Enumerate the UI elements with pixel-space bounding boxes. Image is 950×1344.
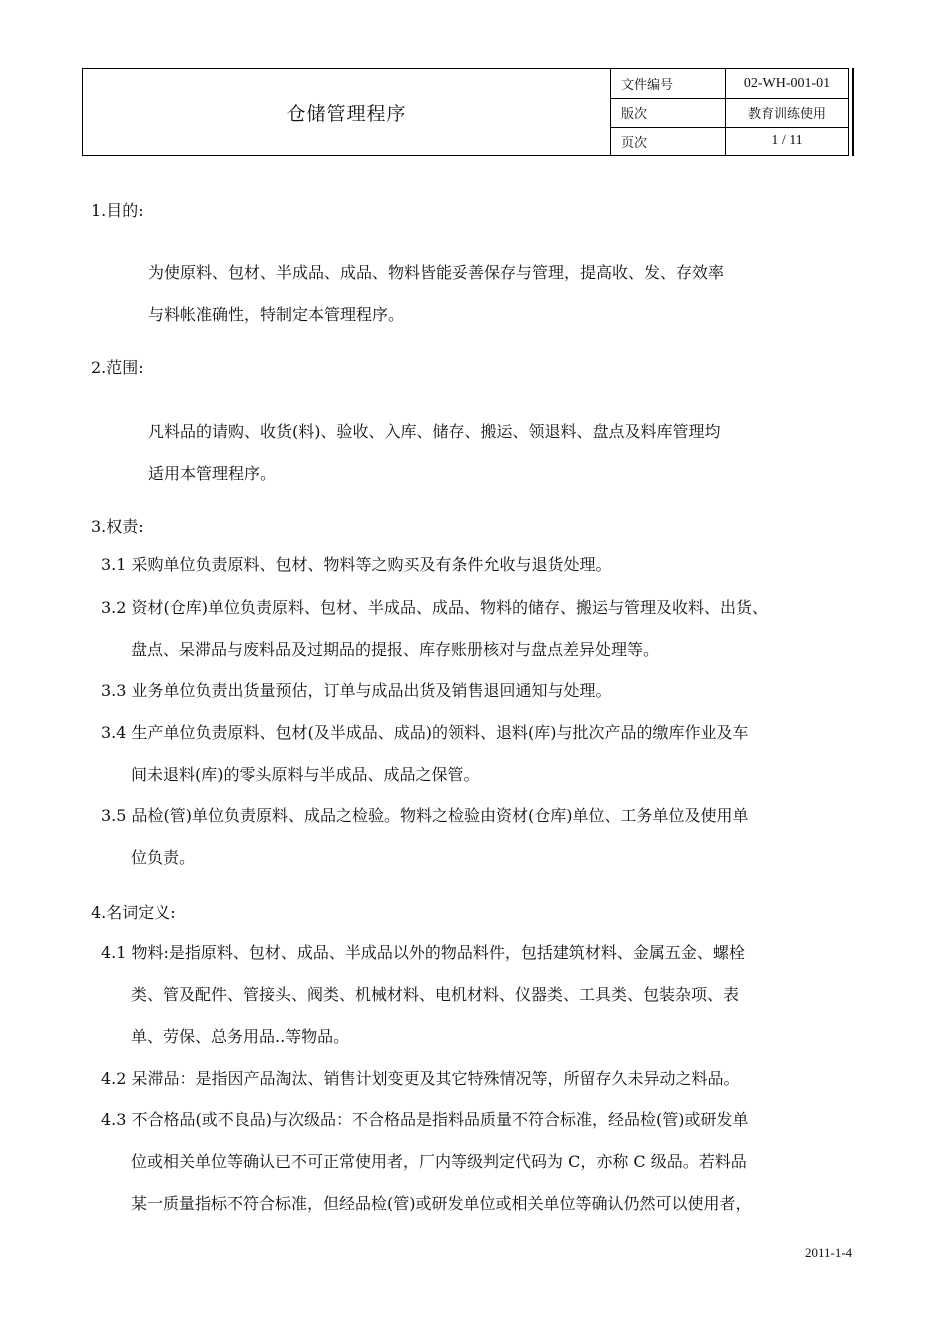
footer-date: 2011-1-4 [805, 1245, 853, 1260]
responsibility-item: 3.2 资材(仓库)单位负责原料、包材、半成品、成品、物料的储存、搬运与管理及收料、出货、 [101, 598, 769, 617]
document-title: 仓储管理程序 [83, 69, 611, 155]
responsibility-item: 3.1 采购单位负责原料、包材、物料等之购买及有条件允收与退货处理。 [101, 555, 612, 574]
page-label: 页次 [621, 135, 648, 151]
heading-scope: 2.范围: [91, 358, 144, 377]
definition-item-cont: 位或相关单位等确认已不可正常使用者，厂内等级判定代码为 C，亦称 C 级品。若料品 [131, 1152, 747, 1171]
responsibility-item-cont: 盘点、呆滞品与废料品及过期品的提报、库存账册核对与盘点差异处理等。 [131, 640, 660, 659]
heading-definitions: 4.名词定义: [91, 903, 176, 922]
header-right-border [852, 68, 854, 156]
responsibility-item: 3.5 品检(管)单位负责原料、成品之检验。物料之检验由资材(仓库)单位、工务单位及使用单 [101, 806, 749, 825]
version-value: 教育训练使用 [725, 98, 848, 127]
responsibility-item-cont: 间未退料(库)的零头原料与半成品、成品之保管。 [131, 765, 480, 784]
heading-purpose: 1.目的: [91, 201, 144, 220]
document-header-table [82, 68, 849, 156]
page-value: 1 / 11 [725, 127, 848, 155]
definition-item: 4.2 呆滞品：是指因产品淘汰、销售计划变更及其它特殊情况等，所留存久未异动之料品。 [101, 1069, 740, 1088]
definition-item: 4.1 物料:是指原料、包材、成品、半成品以外的物品料件，包括建筑材料、金属五金、螺栓 [101, 943, 745, 962]
responsibility-item-cont: 位负责。 [131, 848, 196, 867]
definition-item-cont: 单、劳保、总务用品..等物品。 [131, 1027, 350, 1046]
doc-number-row [611, 69, 848, 99]
document-meta [611, 69, 848, 155]
version-label: 版次 [621, 107, 648, 122]
responsibility-item: 3.3 业务单位负责出货量预估，订单与成品出货及销售退回通知与处理。 [101, 681, 612, 700]
page-row [611, 127, 848, 155]
doc-number-label: 文件编号 [621, 78, 674, 93]
responsibility-item: 3.4 生产单位负责原料、包材(及半成品、成品)的领料、退料(库)与批次产品的缴库作业及车 [101, 723, 749, 742]
scope-text: 适用本管理程序。 [148, 464, 277, 483]
version-row [611, 98, 848, 128]
definition-item: 4.3 不合格品(或不良品)与次级品：不合格品是指料品质量不符合标准，经品检(管)或研发单 [101, 1110, 749, 1129]
definition-item-cont: 类、管及配件、管接头、阀类、机械材料、电机材料、仪器类、工具类、包装杂项、表 [131, 985, 740, 1004]
purpose-text: 为使原料、包材、半成品、成品、物料皆能妥善保存与管理，提高收、发、存效率 [148, 263, 725, 282]
definition-item-cont: 某一质量指标不符合标准，但经品检(管)或研发单位或相关单位等确认仍然可以使用者， [131, 1194, 752, 1213]
doc-number-value: 02-WH-001-01 [725, 69, 848, 98]
heading-responsibility: 3.权责: [91, 517, 144, 536]
scope-text: 凡料品的请购、收货(料)、验收、入库、储存、搬运、领退料、盘点及料库管理均 [148, 422, 721, 441]
purpose-text: 与料帐准确性，特制定本管理程序。 [148, 305, 405, 324]
